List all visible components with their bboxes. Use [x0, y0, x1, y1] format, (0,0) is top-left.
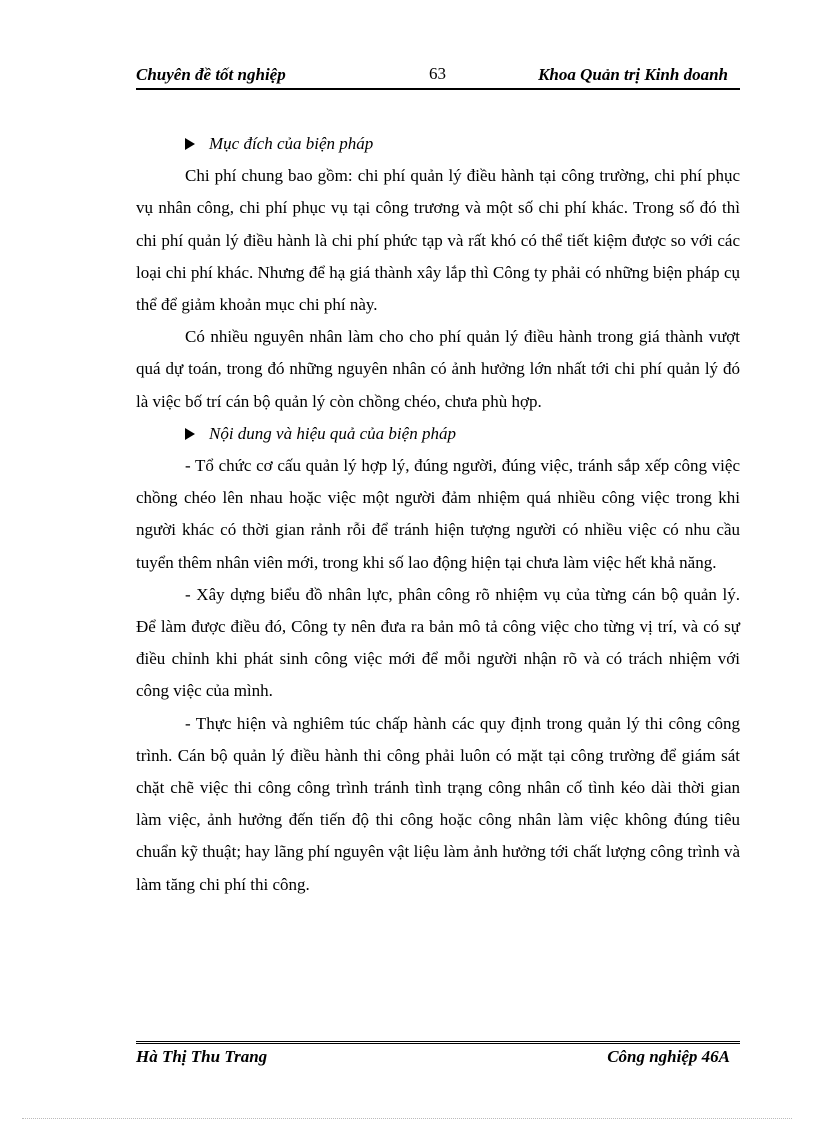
- footer-rule: [136, 1041, 740, 1042]
- arrow-bullet-icon: [185, 138, 195, 150]
- paragraph: - Thực hiện và nghiêm túc chấp hành các quy định trong quản lý thi công công trình. Cán bộ quản lý điều hành thi công phải luôn có mặt tại công trường để giám sát chặt chẽ việc thi công công trình tránh tình trạng công nhân cố tình kéo dài thời gian làm việc, ảnh hưởng đến tiến độ thi công hoặc công nhân làm việc không đúng tiêu chuẩn kỹ thuật; hay lãng phí nguyên vật liệu làm ảnh hưởng tới chất lượng công trình và làm tăng chi phí thi công.: [136, 713, 740, 894]
- header-left-title: Chuyên đề tốt nghiệp: [136, 65, 286, 84]
- heading-text: Nội dung và hiệu quả của biện pháp: [209, 423, 456, 443]
- body-text: [136, 128, 740, 901]
- arrow-bullet-icon: [185, 428, 195, 440]
- paragraph: - Tổ chức cơ cấu quản lý hợp lý, đúng người, đúng việc, tránh sắp xếp công việc chồng chéo lên nhau hoặc việc một người đảm nhiệm quá nhiều công việc trong khi người khác có thời gian rảnh rỗi để tránh hiện tượng người có nhiều việc có nhu cầu tuyển thêm nhân viên mới, trong khi số lao động hiện tại chưa làm việc hết khả năng.: [136, 456, 740, 572]
- paragraph: Chi phí chung bao gồm: chi phí quản lý điều hành tại công trường, chi phí phục vụ nhân công, chi phí phục vụ tại công trương và một số chi phí khác. Trong số đó thì chi phí quản lý điều hành là chi phí phức tạp và rất khó có thể tiết kiệm được so với các loại chi phí khác. Nhưng để hạ giá thành xây lắp thì Công ty phải có những biện pháp cụ thể để giảm khoản mục chi phí này.: [136, 166, 740, 315]
- header-right-title: Khoa Quản trị Kinh doanh: [538, 65, 728, 84]
- header-rule: [136, 89, 740, 90]
- page-footer: [136, 1043, 740, 1066]
- footer-author: Hà Thị Thu Trang: [136, 1047, 268, 1066]
- heading-text: Mục đích của biện pháp: [209, 134, 374, 153]
- page-edge-divider: [22, 1118, 792, 1119]
- paragraph: Có nhiều nguyên nhân làm cho cho phí quản lý điều hành trong giá thành vượt quá dự toán, trong đó những nguyên nhân có ảnh hưởng lớn nhất tới chi phí quản lý đó là việc bố trí cán bộ quản lý còn chồng chéo, chưa phù hợp.: [136, 327, 740, 411]
- section-heading-purpose: [136, 128, 740, 160]
- paragraph: - Xây dựng biểu đồ nhân lực, phân công rõ nhiệm vụ của từng cán bộ quản lý. Để làm được điều đó, Công ty nên đưa ra bản mô tả công việc cho từng vị trí, và có sự điều chỉnh khi phát sinh công việc mới để mỗi người nhận rõ và có trách nhiệm với công việc của mình.: [136, 584, 740, 701]
- section-heading-content: [136, 418, 740, 450]
- page-number: 63: [429, 64, 446, 83]
- page-header: [136, 62, 740, 89]
- footer-class: Công nghiệp 46A: [607, 1047, 730, 1066]
